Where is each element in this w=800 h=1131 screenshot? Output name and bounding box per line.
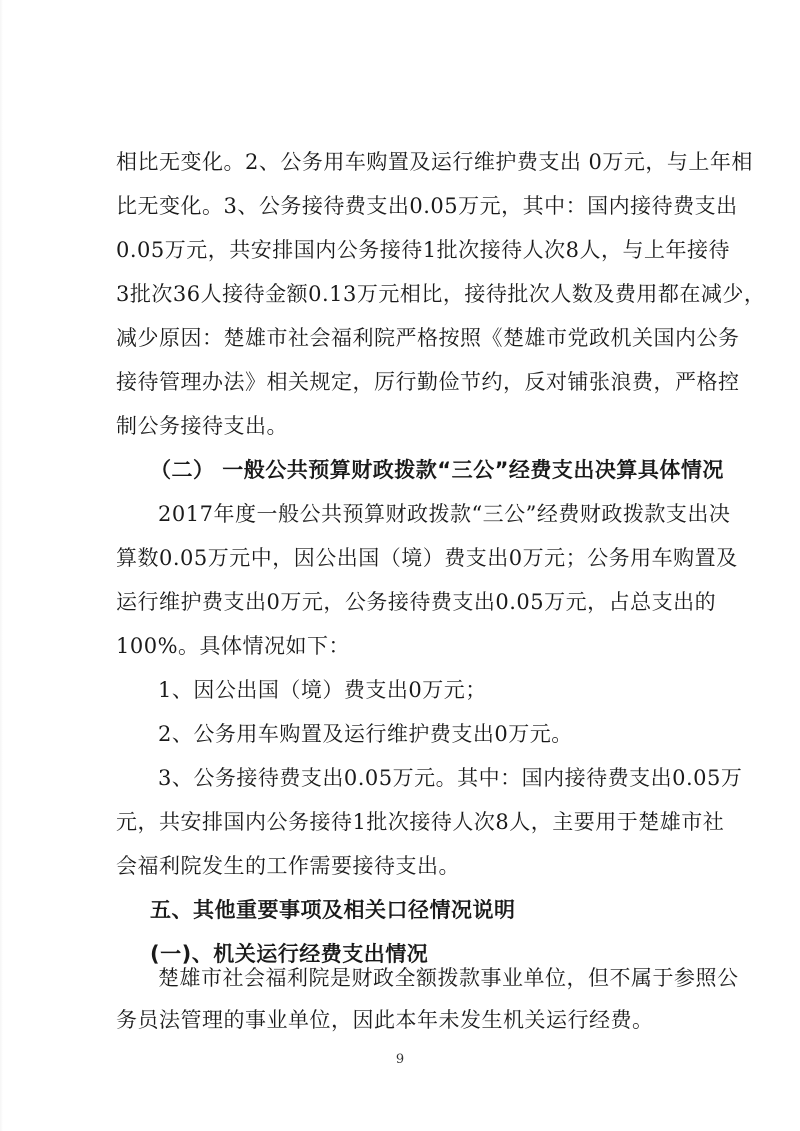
paragraph-line: 2017年度一般公共预算财政拨款“三公”经费财政拨款支出决	[158, 502, 731, 526]
paragraph-line: 制公务接待支出。	[116, 414, 288, 438]
paragraph-line: 元，共安排国内公务接待1批次接待人次8人，主要用于楚雄市社	[116, 810, 725, 834]
section-heading: （二） 一般公共预算财政拨款“三公”经费支出决算具体情况	[150, 458, 724, 482]
paragraph-line: 务员法管理的事业单位，因此本年未发生机关运行经费。	[116, 1008, 654, 1032]
paragraph-line: 算数0.05万元中，因公出国（境）费支出0万元；公务用车购置及	[116, 546, 738, 570]
list-item: 3、公务接待费支出0.05万元。其中：国内接待费支出0.05万	[158, 766, 743, 790]
paragraph-line: 减少原因：楚雄市社会福利院严格按照《楚雄市党政机关国内公务	[116, 326, 740, 350]
paragraph-line: 楚雄市社会福利院是财政全额拨款事业单位，但不属于参照公	[158, 966, 739, 990]
paragraph-line: 0.05万元，共安排国内公务接待1批次接待人次8人，与上年接待	[116, 238, 730, 262]
paragraph-line: 100%。具体情况如下：	[116, 634, 351, 658]
paragraph-line: 运行维护费支出0万元，公务接待费支出0.05万元，占总支出的	[116, 590, 717, 614]
paragraph-line: 相比无变化。2、公务用车购置及运行维护费支出 0万元，与上年相	[116, 150, 753, 174]
subsection-heading: (一)、机关运行经费支出情况	[150, 942, 429, 966]
paragraph-line: 接待管理办法》相关规定，厉行勤俭节约，反对铺张浪费，严格控	[116, 370, 740, 394]
paragraph-line: 比无变化。3、公务接待费支出0.05万元，其中：国内接待费支出	[116, 194, 738, 218]
paragraph-line: 会福利院发生的工作需要接待支出。	[116, 854, 460, 878]
section-heading: 五、其他重要事项及相关口径情况说明	[150, 898, 516, 922]
page-number: 9	[395, 1052, 405, 1067]
scan-edge-left	[0, 0, 3, 1131]
paragraph-line: 3批次36人接待金额0.13万元相比，接待批次人数及费用都在减少，	[116, 282, 766, 306]
list-item: 1、因公出国（境）费支出0万元；	[158, 678, 487, 702]
list-item: 2、公务用车购置及运行维护费支出0万元。	[158, 722, 573, 746]
